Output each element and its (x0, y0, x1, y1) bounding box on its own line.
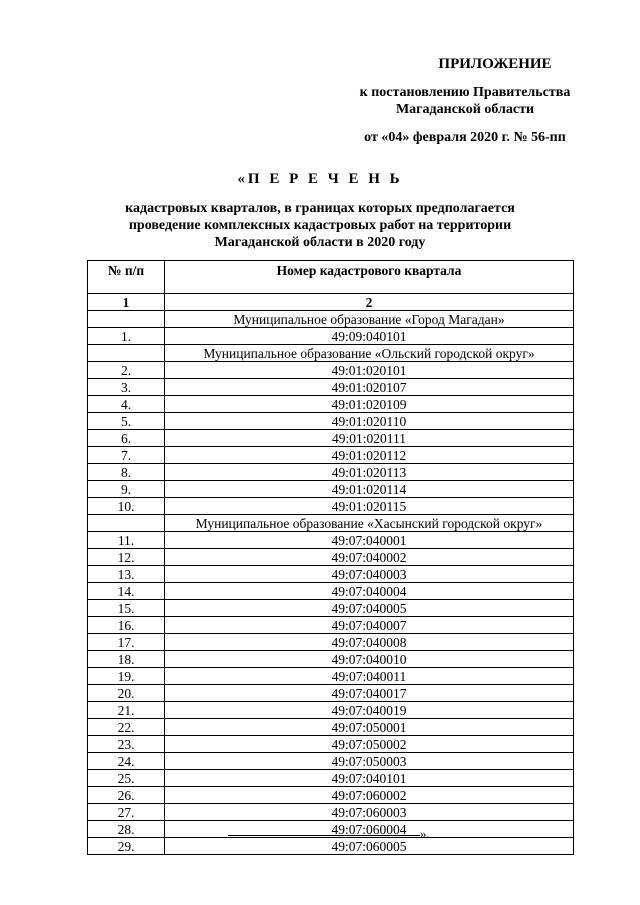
row-number: 1. (88, 328, 165, 345)
table-row (88, 464, 574, 481)
row-number: 2. (88, 362, 165, 379)
cadastral-code: 49:01:020110 (165, 413, 574, 430)
group-row (88, 311, 574, 328)
row-number: 18. (88, 651, 165, 668)
row-number: 12. (88, 549, 165, 566)
column-number-2: 2 (165, 294, 574, 311)
cadastral-code: 49:01:020107 (165, 379, 574, 396)
table-row (88, 804, 574, 821)
group-empty-cell (88, 345, 165, 362)
table-row (88, 753, 574, 770)
list-description-3: Магаданской области в 2020 году (214, 235, 426, 250)
cadastral-code: 49:07:040005 (165, 600, 574, 617)
table-row (88, 617, 574, 634)
row-number: 5. (88, 413, 165, 430)
group-name: Муниципальное образование «Ольский городской округ» (165, 345, 574, 362)
group-name: Муниципальное образование «Хасынский городской округ» (165, 515, 574, 532)
list-title: «П Е Р Е Ч Е Н Ь (237, 171, 403, 187)
table-row (88, 838, 574, 855)
cadastral-code: 49:07:040004 (165, 583, 574, 600)
row-number: 3. (88, 379, 165, 396)
cadastral-code: 49:07:040101 (165, 770, 574, 787)
table-row (88, 481, 574, 498)
row-number: 19. (88, 668, 165, 685)
cadastral-code: 49:01:020114 (165, 481, 574, 498)
table-row (88, 770, 574, 787)
row-number: 16. (88, 617, 165, 634)
cadastral-code: 49:01:020115 (165, 498, 574, 515)
cadastral-code: 49:07:060002 (165, 787, 574, 804)
row-number: 8. (88, 464, 165, 481)
row-number: 20. (88, 685, 165, 702)
group-row (88, 345, 574, 362)
cadastral-code: 49:07:040011 (165, 668, 574, 685)
table-row (88, 328, 574, 345)
cadastral-code: 49:01:020109 (165, 396, 574, 413)
table-row (88, 430, 574, 447)
column-number-row (88, 294, 574, 311)
row-number: 21. (88, 702, 165, 719)
table-row (88, 447, 574, 464)
group-empty-cell (88, 311, 165, 328)
header-cadastral-code: Номер кадастрового квартала (165, 261, 574, 294)
table-row (88, 413, 574, 430)
list-description-2: проведение комплексных кадастровых работ на территории (128, 218, 512, 233)
table-row (88, 396, 574, 413)
closing-quote: ». (420, 826, 430, 841)
cadastral-code: 49:07:040002 (165, 549, 574, 566)
table-row (88, 736, 574, 753)
decree-reference: от «04» февраля 2020 г. № 56-пп (364, 130, 566, 145)
table-header-row (88, 261, 574, 294)
cadastral-code: 49:07:040019 (165, 702, 574, 719)
cadastral-code: 49:01:020101 (165, 362, 574, 379)
table-row (88, 702, 574, 719)
row-number: 25. (88, 770, 165, 787)
group-empty-cell (88, 515, 165, 532)
row-number: 10. (88, 498, 165, 515)
cadastral-code: 49:07:060004 (165, 821, 574, 838)
row-number: 14. (88, 583, 165, 600)
column-number-1: 1 (88, 294, 165, 311)
table-row (88, 566, 574, 583)
appendix-block (330, 56, 600, 146)
table-body (88, 311, 574, 855)
cadastral-code: 49:01:020112 (165, 447, 574, 464)
row-number: 23. (88, 736, 165, 753)
row-number: 22. (88, 719, 165, 736)
cadastral-code: 49:01:020113 (165, 464, 574, 481)
cadastral-code: 49:07:040010 (165, 651, 574, 668)
row-number: 24. (88, 753, 165, 770)
table-row (88, 498, 574, 515)
table-row (88, 719, 574, 736)
row-number: 27. (88, 804, 165, 821)
group-name: Муниципальное образование «Город Магадан» (165, 311, 574, 328)
row-number: 11. (88, 532, 165, 549)
appendix-line-1: к постановлению Правительства (359, 85, 571, 100)
table-row (88, 651, 574, 668)
row-number: 6. (88, 430, 165, 447)
row-number: 26. (88, 787, 165, 804)
cadastral-code: 49:07:040017 (165, 685, 574, 702)
table-row (88, 362, 574, 379)
signature-line (228, 835, 420, 836)
table-row (88, 787, 574, 804)
cadastral-code: 49:07:050002 (165, 736, 574, 753)
table-row (88, 685, 574, 702)
table-row (88, 668, 574, 685)
appendix-title: ПРИЛОЖЕНИЕ (438, 56, 552, 72)
row-number: 9. (88, 481, 165, 498)
table-row (88, 379, 574, 396)
table-row (88, 600, 574, 617)
cadastral-code: 49:07:040007 (165, 617, 574, 634)
cadastral-code: 49:01:020111 (165, 430, 574, 447)
row-number: 7. (88, 447, 165, 464)
row-number: 17. (88, 634, 165, 651)
table-row (88, 634, 574, 651)
cadastral-code: 49:07:040001 (165, 532, 574, 549)
row-number: 28. (88, 821, 165, 838)
cadastral-code: 49:07:040003 (165, 566, 574, 583)
cadastral-code: 49:07:040008 (165, 634, 574, 651)
cadastral-code: 49:07:060005 (165, 838, 574, 855)
cadastral-code: 49:09:040101 (165, 328, 574, 345)
document-heading (80, 171, 560, 251)
list-description-1: кадастровых кварталов, в границах которых предполагается (125, 201, 515, 216)
header-number: № п/п (88, 261, 165, 294)
table-row (88, 532, 574, 549)
cadastral-code: 49:07:060003 (165, 804, 574, 821)
cadastral-table (87, 260, 574, 855)
row-number: 29. (88, 838, 165, 855)
group-row (88, 515, 574, 532)
row-number: 15. (88, 600, 165, 617)
row-number: 13. (88, 566, 165, 583)
cadastral-code: 49:07:050001 (165, 719, 574, 736)
table-row (88, 549, 574, 566)
appendix-line-2: Магаданской области (395, 102, 535, 117)
cadastral-code: 49:07:050003 (165, 753, 574, 770)
row-number: 4. (88, 396, 165, 413)
table-row (88, 583, 574, 600)
